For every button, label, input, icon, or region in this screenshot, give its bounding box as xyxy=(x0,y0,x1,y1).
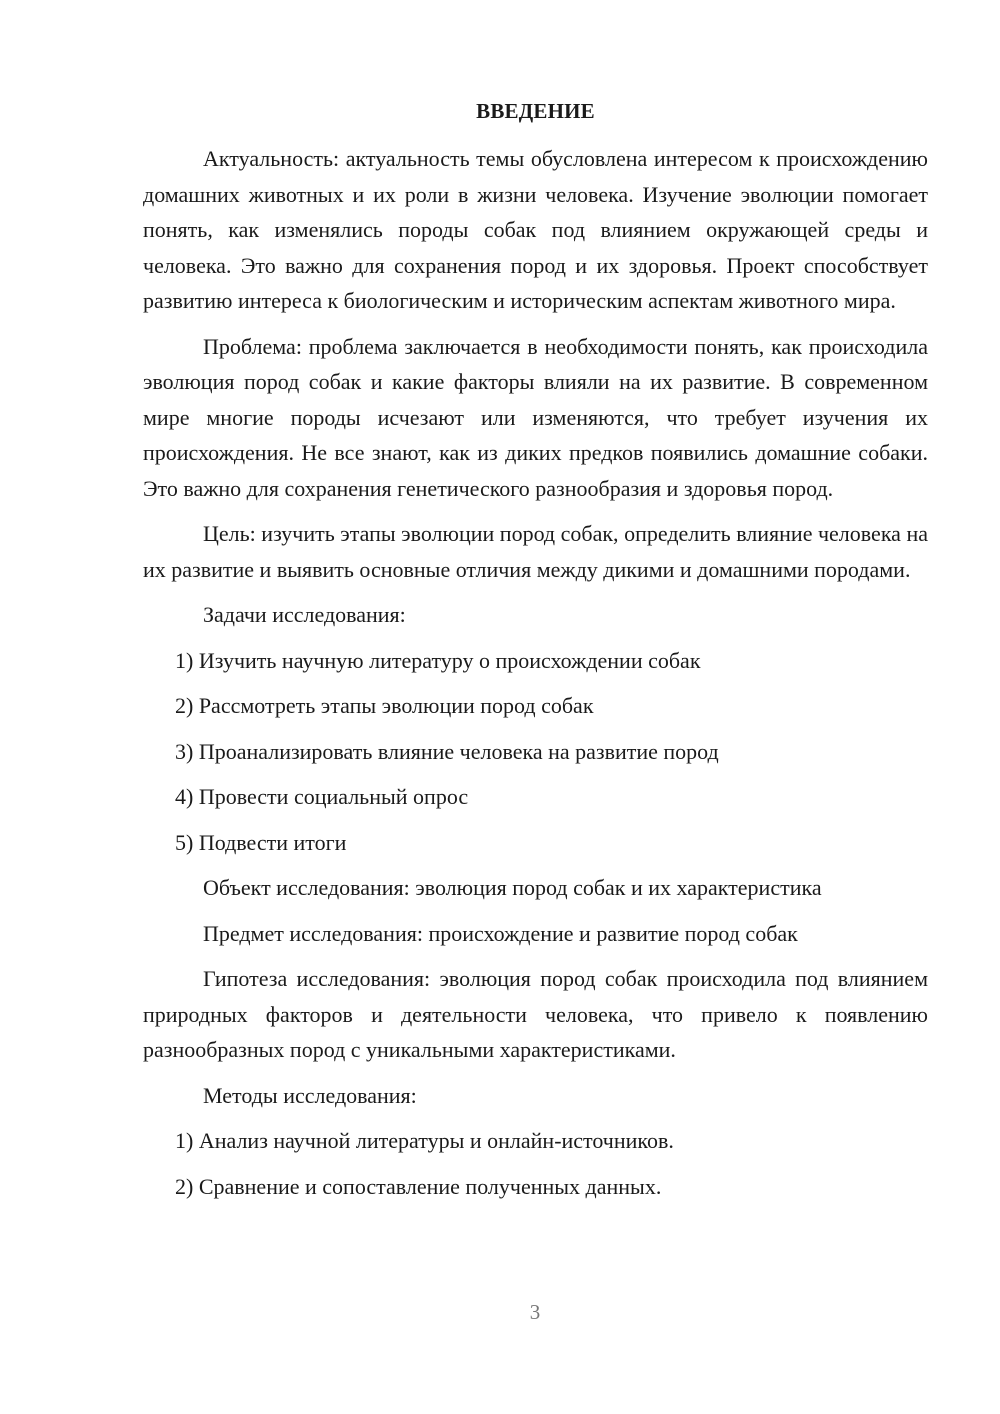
section-title: ВВЕДЕНИЕ xyxy=(476,99,595,123)
hypothesis-paragraph: Гипотеза исследования: эволюция пород собак происходила под влиянием природных факторов и деятельности человека, что привело к появлению разнообразных пород с уникальными характеристиками. xyxy=(143,966,928,1062)
methods-heading: Методы исследования: xyxy=(203,1082,417,1108)
methods-list xyxy=(143,1123,928,1204)
goal-paragraph: Цель: изучить этапы эволюции пород собак, определить влияние человека на их развитие и выявить основные отличия между дикими и домашними породами. xyxy=(143,521,928,582)
list-item: 1) Анализ научной литературы и онлайн-источников. xyxy=(175,1128,674,1153)
research-object: Объект исследования: эволюция пород собак и их характеристика xyxy=(203,875,822,900)
research-subject: Предмет исследования: происхождение и развитие пород собак xyxy=(203,920,798,946)
relevance-paragraph: Актуальность: актуальность темы обусловлена интересом к происхождению домашних животных и их роли в жизни человека. Изучение эволюции помогает понять, как изменялись породы собак под влиянием окружающей среды и человека. Это важно для сохранения пород и их здоровья. Проект способствует развитию интереса к биологическим и историческим аспектам животного мира. xyxy=(143,146,928,313)
page-number: 3 xyxy=(529,1300,541,1324)
list-item: 1) Изучить научную литературу о происхождении собак xyxy=(175,647,701,673)
list-item: 4) Провести социальный опрос xyxy=(175,784,469,809)
list-item: 2) Сравнение и сопоставление полученных данных. xyxy=(175,1173,662,1199)
tasks-heading: Задачи исследования: xyxy=(203,602,406,627)
list-item: 5) Подвести итоги xyxy=(175,829,347,855)
list-item: 3) Проанализировать влияние человека на развитие пород xyxy=(175,738,719,764)
problem-paragraph: Проблема: проблема заключается в необходимости понять, как происходила эволюция пород собак и какие факторы влияли на их развитие. В современном мире многие породы исчезают или изменяются, что требует изучения их происхождения. Не все знают, как из диких предков появились домашние собаки. Это важно для сохранения генетического разнообразия и здоровья пород. xyxy=(143,333,928,501)
tasks-list xyxy=(143,643,928,861)
list-item: 2) Рассмотреть этапы эволюции пород собак xyxy=(175,693,594,718)
document-page xyxy=(143,94,928,1214)
